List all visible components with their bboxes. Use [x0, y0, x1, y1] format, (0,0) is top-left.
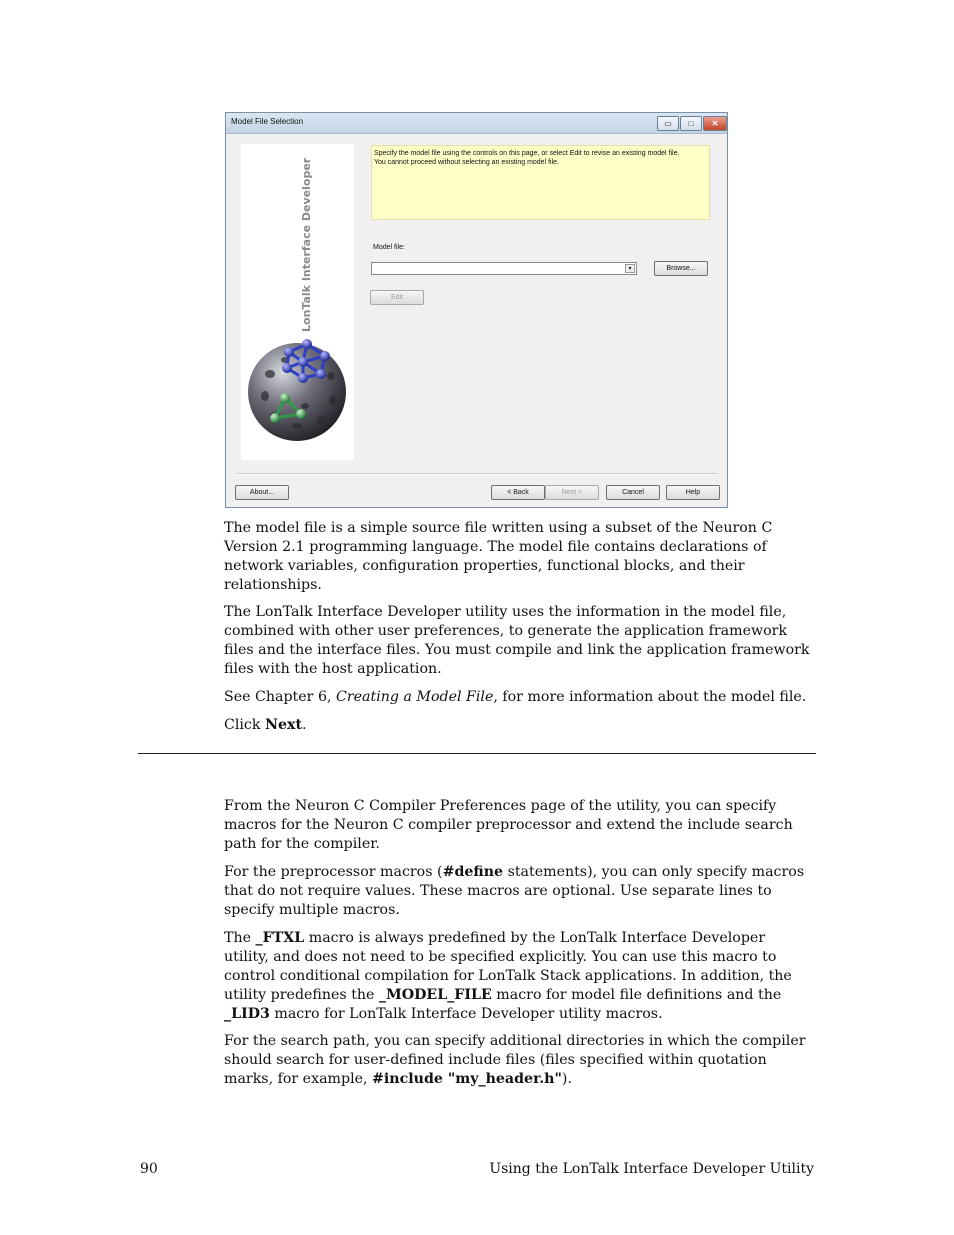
text-run: See Chapter 6,: [224, 689, 336, 705]
text-run: , for more information about the model file.: [493, 689, 807, 705]
text-run: Click: [224, 717, 265, 733]
paragraph-search-path: [224, 1032, 814, 1089]
model-file-selection-dialog: [225, 112, 728, 508]
paragraph-model-file-usage: The LonTalk Interface Developer utility uses the information in the model file, combined with other user preferences, to generate the application framework files and the interface files. You must compile and link the application framework files with the host application.: [224, 604, 810, 677]
dialog-title: Model File Selection: [231, 117, 304, 126]
instructions-panel: [371, 145, 710, 220]
text-run: ).: [561, 1071, 572, 1087]
bold-define: #define: [442, 864, 504, 880]
button-separator: [236, 473, 717, 475]
back-button[interactable]: < Back: [491, 485, 545, 500]
next-button[interactable]: Next >: [545, 485, 599, 500]
paragraph-preprocessor-macros: [224, 863, 814, 920]
text-run: For the preprocessor macros (: [224, 864, 443, 880]
text-run: The: [224, 930, 256, 946]
browse-button[interactable]: Browse...: [654, 261, 708, 276]
brand-text: [300, 157, 314, 332]
edit-button[interactable]: Edit: [370, 290, 424, 305]
dialog-titlebar: [226, 113, 727, 134]
text-run: macro is always predefined by the LonTalk Interface Developer utility, and does not need to be specified explicitly. You can use this macro to control conditional compilation for LonTalk Stack applications. In addition, the utility predefines the: [224, 930, 792, 1003]
chevron-down-icon[interactable]: ▾: [625, 264, 635, 273]
text-run: macro for model file definitions and the: [491, 987, 782, 1003]
text-run: macro for LonTalk Interface Developer utility macros.: [269, 1006, 663, 1022]
bold-lid3: _LID3: [224, 1006, 270, 1022]
bold-next: Next: [264, 717, 302, 733]
brand-label: LonTalk Interface Developer: [300, 157, 313, 332]
close-button[interactable]: ✕: [703, 116, 727, 131]
text-run: For the search path, you can specify additional directories in which the compiler should search for user-defined include files (files specified within quotation marks, for example,: [224, 1033, 806, 1087]
paragraph-see-chapter: [224, 688, 814, 707]
paragraph-model-file-description: The model file is a simple source file written using a subset of the Neuron C Version 2.1 programming language. The model file contains declarations of network variables, configuration properties, functional blocks, and their relationships.: [224, 520, 773, 593]
chapter-reference: Creating a Model File: [336, 689, 494, 705]
help-button[interactable]: Help: [666, 485, 720, 500]
page-number: 90: [140, 1161, 158, 1177]
paragraph-predefined-macros: [224, 929, 814, 1024]
minimize-button[interactable]: ▭: [657, 116, 679, 131]
bold-model-file: _MODEL_FILE: [378, 987, 492, 1003]
bold-include-example: #include "my_header.h": [372, 1071, 562, 1087]
instruction-line: Specify the model file using the controls on this page, or select Edit to revise an existing model file.: [374, 150, 680, 157]
cancel-button[interactable]: Cancel: [606, 485, 660, 500]
instruction-line: You cannot proceed without selecting an existing model file.: [374, 159, 559, 166]
paragraph-click-next: [224, 716, 814, 735]
molecule-globe-logo: [245, 334, 349, 444]
model-file-label: Model file:: [373, 244, 405, 251]
maximize-button[interactable]: □: [680, 116, 702, 131]
paragraph-compiler-preferences: From the Neuron C Compiler Preferences page of the utility, you can specify macros for the Neuron C compiler preprocessor and extend the include search path for the compiler.: [224, 798, 793, 852]
text-run: .: [302, 717, 307, 733]
wizard-side-panel: [241, 144, 354, 460]
text-run: statements), you can only specify macros that do not require values. These macros are optional. Use separate lines to specify multiple macros.: [224, 864, 805, 918]
model-file-combobox[interactable]: [371, 262, 637, 275]
about-button[interactable]: About...: [235, 485, 289, 500]
section-divider: [138, 753, 816, 754]
bold-ftxl: _FTXL: [255, 930, 305, 946]
footer-chapter-title: Using the LonTalk Interface Developer Utility: [489, 1161, 814, 1177]
